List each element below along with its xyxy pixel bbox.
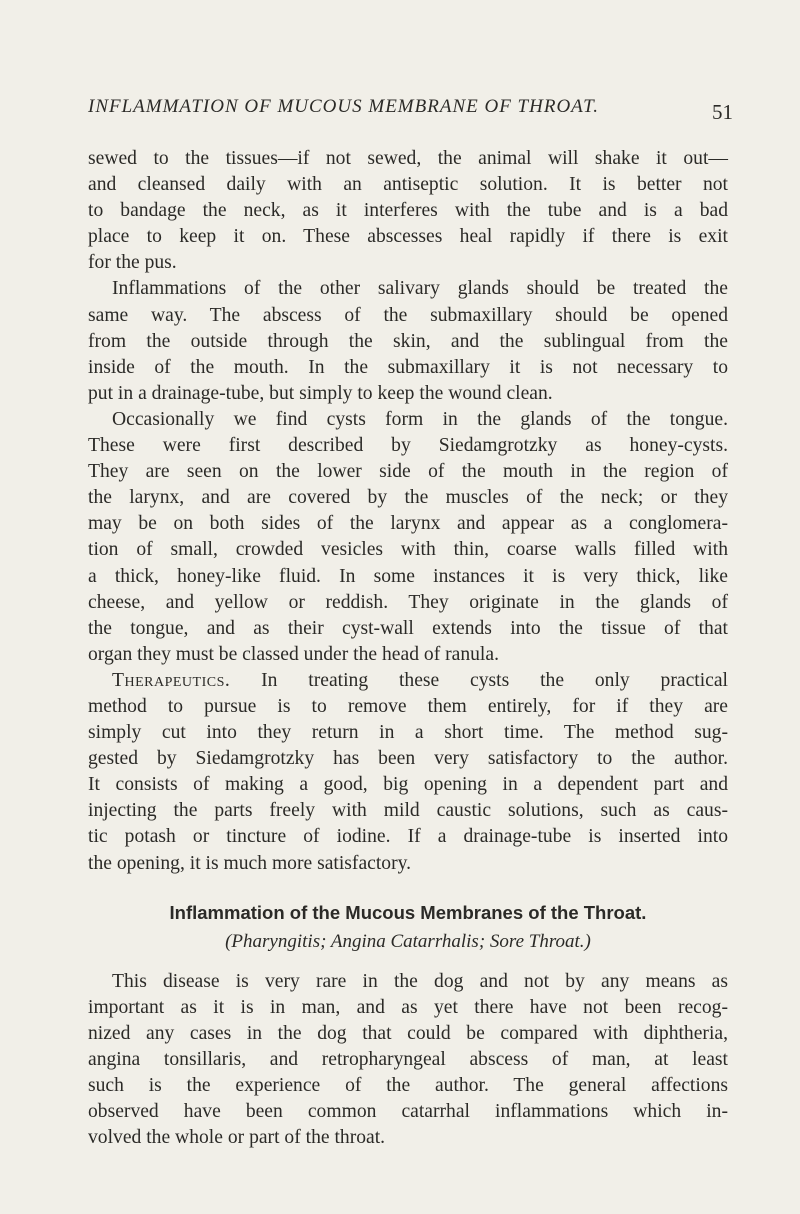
section-subtitle: (Pharyngitis; Angina Catarrhalis; Sore Throat.): [225, 930, 591, 952]
paragraph: [88, 668, 728, 877]
text-line: cheese, and yellow or reddish. They originate in the glands of: [88, 591, 728, 613]
paragraph: [88, 407, 728, 668]
text-line: Inflammations of the other salivary glands should be treated the: [112, 278, 728, 300]
text-line: This disease is very rare in the dog and not by any means as: [112, 970, 728, 992]
text-line: same way. The abscess of the submaxillary should be opened: [88, 304, 728, 326]
text-line: injecting the parts freely with mild caustic solutions, such as caus-: [88, 800, 728, 822]
lead-rest: In treating these cysts the only practical: [230, 669, 728, 691]
text-line: for the pus.: [88, 252, 177, 274]
text-line: a thick, honey-like fluid. In some instances it is very thick, like: [88, 565, 728, 587]
text-line: gested by Siedamgrotzky has been very satisfactory to the author.: [88, 748, 728, 770]
text-line: from the outside through the skin, and the sublingual from the: [88, 330, 728, 352]
text-line: put in a drainage-tube, but simply to keep the wound clean.: [88, 382, 553, 404]
section-spacer: [88, 877, 728, 899]
text-line: the opening, it is much more satisfactory.: [88, 852, 412, 874]
text-line: to bandage the neck, as it interferes with the tube and is a bad: [88, 200, 728, 222]
paragraph: [88, 276, 728, 406]
text-line: simply cut into they return in a short time. The method sug-: [88, 722, 728, 744]
text-line: observed have been common catarrhal inflammations which in-: [88, 1101, 728, 1123]
text-line: method to pursue is to remove them entirely, for if they are: [88, 695, 728, 717]
text-line: It consists of making a good, big opening in a dependent part and: [88, 774, 728, 796]
page-body: [88, 146, 728, 1151]
text-line: nized any cases in the dog that could be compared with diphtheria,: [88, 1022, 728, 1044]
text-line: inside of the mouth. In the submaxillary it is not necessary to: [88, 356, 728, 378]
paragraph: [88, 146, 728, 276]
text-line: They are seen on the lower side of the mouth in the region of: [88, 461, 728, 483]
text-line: These were first described by Siedamgrotzky as honey-cysts.: [88, 435, 728, 457]
page-number: 51: [712, 100, 733, 124]
text-line: the larynx, and are covered by the muscles of the neck; or they: [88, 487, 728, 509]
therapeutics-lead: Therapeutics.: [112, 669, 231, 691]
text-line: volved the whole or part of the throat.: [88, 1127, 386, 1149]
text-line: tic potash or tincture of iodine. If a drainage-tube is inserted into: [88, 826, 728, 848]
running-title: INFLAMMATION OF MUCOUS MEMBRANE OF THROAT.: [88, 96, 599, 117]
text-line: place to keep it on. These abscesses heal rapidly if there is exit: [88, 226, 728, 248]
text-line: such is the experience of the author. The general affections: [88, 1075, 728, 1096]
text-line: tion of small, crowded vesicles with thin, coarse walls filled with: [88, 539, 728, 561]
section-spacer: [88, 957, 728, 969]
section-title: Inflammation of the Mucous Membranes of the Throat.: [169, 901, 647, 923]
text-line: and cleansed daily with an antiseptic solution. It is better not: [88, 174, 728, 196]
text-line: may be on both sides of the larynx and appear as a conglomera-: [88, 513, 728, 535]
paragraph: [88, 969, 728, 1152]
text-line: sewed to the tissues—if not sewed, the animal will shake it out—: [88, 148, 728, 169]
text-line: organ they must be classed under the head of ranula.: [88, 643, 499, 665]
text-line: angina tonsillaris, and retropharyngeal abscess of man, at least: [88, 1048, 728, 1070]
text-line: important as it is in man, and as yet there have not been recog-: [88, 996, 728, 1018]
text-line: [88, 668, 728, 694]
text-line: the tongue, and as their cyst-wall extends into the tissue of that: [88, 617, 728, 639]
text-line: Occasionally we find cysts form in the glands of the tongue.: [112, 408, 728, 430]
